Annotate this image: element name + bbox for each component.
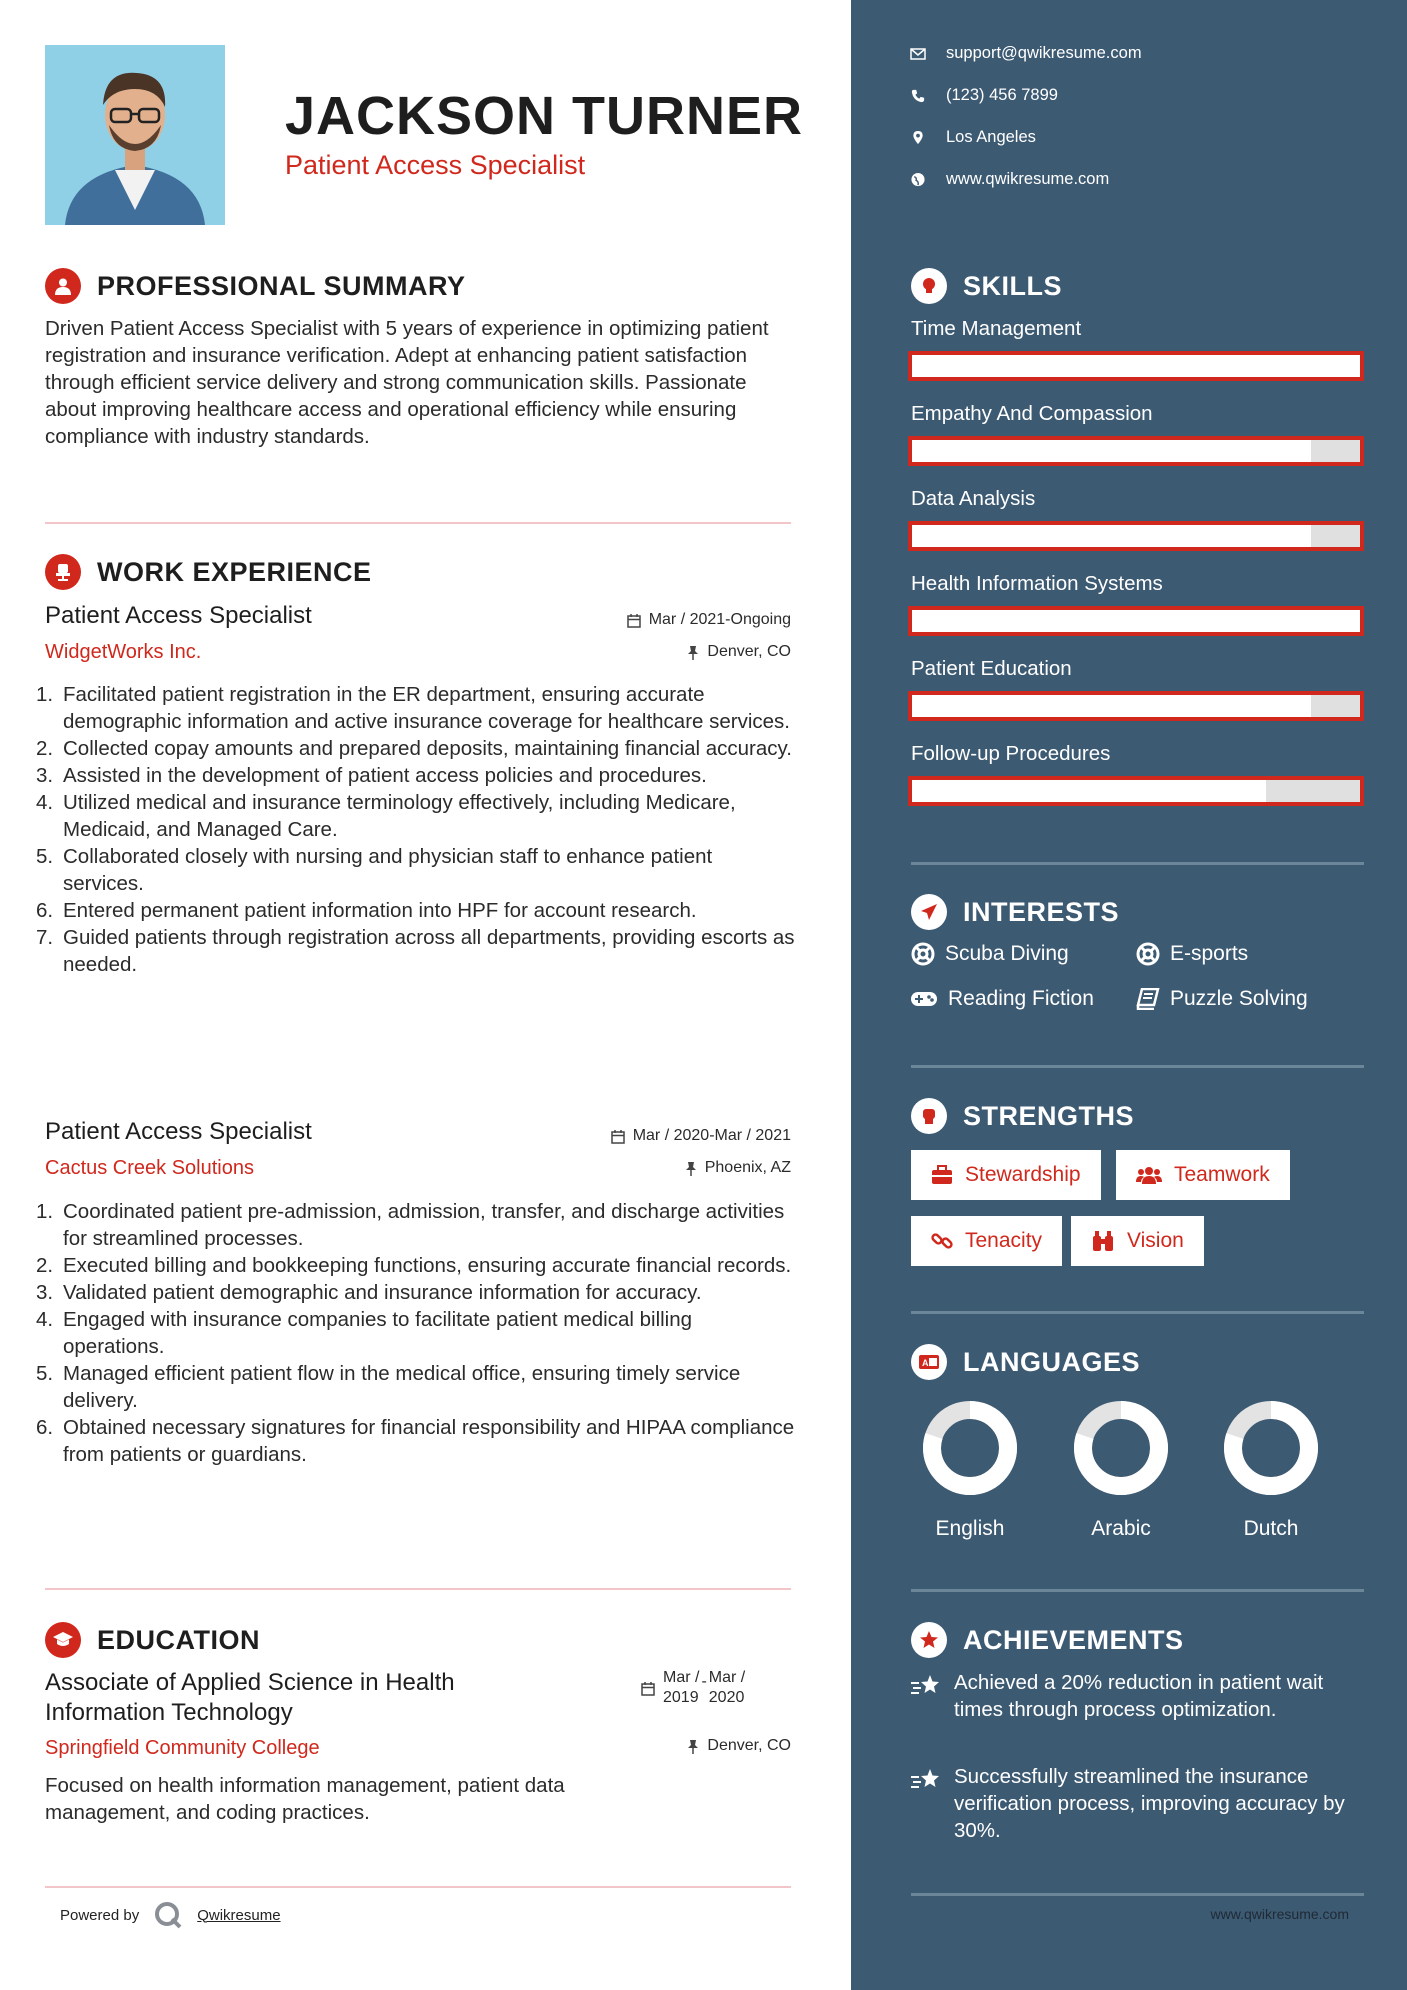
contact-location-text: Los Angeles — [946, 128, 1036, 146]
strength-badge: Teamwork — [1116, 1150, 1290, 1200]
interest-item: E-sports — [1136, 942, 1248, 966]
pushpin-icon — [685, 1161, 697, 1176]
calendar-icon — [641, 1681, 655, 1696]
sidebar-divider — [911, 1065, 1364, 1068]
user-icon — [45, 268, 81, 304]
list-item: 3. Assisted in the development of patient access policies and procedures. — [36, 764, 707, 787]
job-title: Patient Access Specialist — [45, 602, 312, 629]
strength-badge: Tenacity — [911, 1216, 1062, 1266]
language-level-ring — [1221, 1398, 1321, 1498]
job-location — [685, 1159, 791, 1177]
skill-level-bar — [908, 606, 1364, 636]
skills-title: SKILLS — [963, 270, 1063, 301]
skill-level-bar — [908, 351, 1364, 381]
school-name: Springfield Community College — [45, 1737, 320, 1759]
language-item — [915, 1398, 1025, 1541]
achievement-item: Successfully streamlined the insurance verification process, improving accuracy by 30%. — [910, 1763, 1350, 1844]
degree-title — [45, 1668, 455, 1728]
language-name: English — [935, 1517, 1005, 1540]
education-location — [687, 1737, 791, 1755]
phone-icon — [910, 89, 926, 103]
job-date — [611, 1127, 791, 1145]
pushpin-icon — [687, 1739, 699, 1754]
job-title: Patient Access Specialist — [45, 1118, 312, 1145]
shooting-star-icon — [910, 1673, 944, 1699]
list-item: 1. Coordinated patient pre-admission, admission, transfer, and discharge activities for streamlined processes. — [36, 1200, 785, 1250]
list-item: 2. Collected copay amounts and prepared deposits, maintaining financial accuracy. — [36, 737, 792, 760]
list-item: 4. Utilized medical and insurance terminology effectively, including Medicare, Medicaid, and Managed Care. — [36, 791, 736, 841]
link-icon — [931, 1230, 953, 1252]
experience-title: WORK EXPERIENCE — [97, 556, 372, 587]
interest-item: Puzzle Solving — [1136, 987, 1308, 1011]
list-item: 5. Managed efficient patient flow in the medical office, ensuring timely service delivery. — [36, 1362, 741, 1412]
svg-text:A: A — [922, 1358, 929, 1368]
education-location-text: Denver, CO — [707, 1737, 791, 1754]
paper-plane-icon — [911, 894, 947, 930]
achievement-item: Achieved a 20% reduction in patient wait times through process optimization. — [910, 1669, 1350, 1723]
sidebar-divider — [911, 862, 1364, 865]
pushpin-icon — [687, 645, 699, 660]
interest-item: Scuba Diving — [911, 942, 1069, 966]
sidebar-divider — [911, 1893, 1364, 1896]
life-ring-icon — [1136, 942, 1160, 966]
skill-level-bar — [908, 436, 1364, 466]
skill-level-fill — [912, 355, 1360, 377]
language-level-ring — [920, 1398, 1020, 1498]
interests-section-header — [911, 894, 1119, 930]
calendar-icon — [611, 1129, 625, 1144]
skill-label: Empathy And Compassion — [911, 402, 1153, 425]
graduation-cap-icon — [45, 1622, 81, 1658]
language-level-ring — [1071, 1398, 1171, 1498]
job-date-text: Mar / 2020-Mar / 2021 — [632, 1127, 791, 1144]
list-item: 6. Obtained necessary signatures for financial responsibility and HIPAA compliance from patients or guardians. — [36, 1416, 795, 1466]
list-item: 1. Facilitated patient registration in the ER department, ensuring accurate demographic information and active insurance coverage for healthcare services. — [36, 683, 790, 733]
users-icon — [1136, 1165, 1162, 1185]
contact-phone — [910, 86, 1058, 105]
job-company: Cactus Creek Solutions — [45, 1157, 254, 1179]
language-name: Dutch — [1243, 1517, 1299, 1540]
skill-level-bar — [908, 776, 1364, 806]
skill-label: Data Analysis — [911, 487, 1036, 510]
contact-location — [910, 128, 1036, 147]
summary-section-header — [45, 268, 466, 304]
briefcase-icon — [931, 1165, 953, 1185]
list-item: 7. Guided patients through registration across all departments, providing escorts as needed. — [36, 926, 795, 976]
skill-level-fill — [912, 525, 1311, 547]
powered-by-label: Powered by — [60, 1906, 140, 1924]
job-company: WidgetWorks Inc. — [45, 641, 202, 663]
calendar-icon — [627, 613, 641, 628]
summary-text: Driven Patient Access Specialist with 5 years of experience in optimizing patient registration and insurance verification. Adept at enhancing patient satisfaction through efficient service delivery and strong communication skills. Passionate about improving healthcare access and operational efficiency while ensuring compliance with industry standards. — [45, 317, 769, 448]
book-icon — [1136, 988, 1160, 1010]
candidate-name: JACKSON TURNER — [285, 86, 804, 146]
list-item: 2. Executed billing and bookkeeping functions, ensuring accurate financial records. — [36, 1254, 792, 1277]
map-pin-icon — [910, 130, 926, 145]
gamepad-icon — [910, 990, 938, 1008]
degree-line: Associate of Applied Science in Health — [45, 1669, 455, 1696]
job-date — [627, 611, 791, 629]
achievements-title: ACHIEVEMENTS — [963, 1624, 1184, 1655]
powered-by — [60, 1900, 281, 1930]
strength-badge: Vision — [1071, 1216, 1204, 1266]
job-bullets — [36, 1198, 796, 1468]
profile-photo — [45, 45, 225, 225]
languages-title: LANGUAGES — [963, 1346, 1141, 1377]
education-title: EDUCATION — [97, 1624, 260, 1655]
life-ring-icon — [911, 942, 935, 966]
qwikresume-logo-icon — [153, 1900, 183, 1930]
language-item — [1216, 1398, 1326, 1541]
strengths-title: STRENGTHS — [963, 1100, 1135, 1131]
section-divider — [45, 1588, 791, 1590]
list-item: 5. Collaborated closely with nursing and physician staff to enhance patient services. — [36, 845, 713, 895]
interests-title: INTERESTS — [963, 896, 1120, 927]
globe-icon — [910, 172, 926, 187]
candidate-role: Patient Access Specialist — [285, 150, 586, 180]
summary-title: PROFESSIONAL SUMMARY — [97, 270, 466, 301]
skill-label: Patient Education — [911, 657, 1072, 680]
skill-level-fill — [912, 695, 1311, 717]
education-description: Focused on health information management, patient data management, and coding practices. — [45, 1774, 565, 1824]
strength-badge: Stewardship — [911, 1150, 1101, 1200]
sidebar-divider — [911, 1589, 1364, 1592]
list-item: 3. Validated patient demographic and insurance information for accuracy. — [36, 1281, 702, 1304]
job-date-text: Mar / 2021-Ongoing — [648, 611, 791, 628]
language-name: Arabic — [1091, 1517, 1151, 1540]
contact-website — [910, 170, 1109, 189]
job-location-text: Denver, CO — [707, 643, 791, 660]
chair-icon — [45, 554, 81, 590]
lightbulb-icon — [911, 268, 947, 304]
skill-label: Time Management — [911, 317, 1082, 340]
language-item — [1066, 1398, 1176, 1541]
skills-section-header — [911, 268, 1062, 304]
star-badge-icon — [911, 1622, 947, 1658]
skill-level-bar — [908, 521, 1364, 551]
skill-level-fill — [912, 610, 1360, 632]
skill-level-fill — [912, 780, 1266, 802]
qwikresume-link[interactable]: Qwikresume — [197, 1906, 281, 1924]
strengths-section-header — [911, 1098, 1134, 1134]
contact-email-text: support@qwikresume.com — [946, 44, 1142, 62]
skill-label: Health Information Systems — [911, 572, 1163, 595]
skill-label: Follow-up Procedures — [911, 742, 1111, 765]
contact-phone-text: (123) 456 7899 — [946, 86, 1058, 104]
footer-website[interactable]: www.qwikresume.com — [1210, 1906, 1349, 1922]
experience-section-header — [45, 554, 372, 590]
achievements-section-header — [911, 1622, 1184, 1658]
binoculars-icon — [1091, 1230, 1115, 1252]
list-item: 6. Entered permanent patient information into HPF for account research. — [36, 899, 697, 922]
translate-icon — [911, 1344, 947, 1380]
job-location — [687, 643, 791, 661]
section-divider — [45, 1886, 791, 1888]
degree-line: Information Technology — [45, 1699, 293, 1726]
contact-website-text: www.qwikresume.com — [946, 170, 1110, 188]
job-location-text: Phoenix, AZ — [704, 1159, 791, 1176]
skill-level-bar — [908, 691, 1364, 721]
education-date: Mar / 2019 - Mar / 2020 — [641, 1668, 745, 1708]
education-section-header — [45, 1622, 260, 1658]
section-divider — [45, 522, 791, 524]
sidebar-divider — [911, 1311, 1364, 1314]
envelope-icon — [910, 48, 926, 60]
shooting-star-icon — [910, 1767, 944, 1793]
languages-section-header — [911, 1344, 1140, 1380]
list-item: 4. Engaged with insurance companies to facilitate patient medical billing operations. — [36, 1308, 693, 1358]
fist-icon — [911, 1098, 947, 1134]
interest-item: Reading Fiction — [910, 987, 1094, 1011]
job-bullets — [36, 681, 796, 978]
skill-level-fill — [912, 440, 1311, 462]
contact-email — [910, 44, 1142, 63]
